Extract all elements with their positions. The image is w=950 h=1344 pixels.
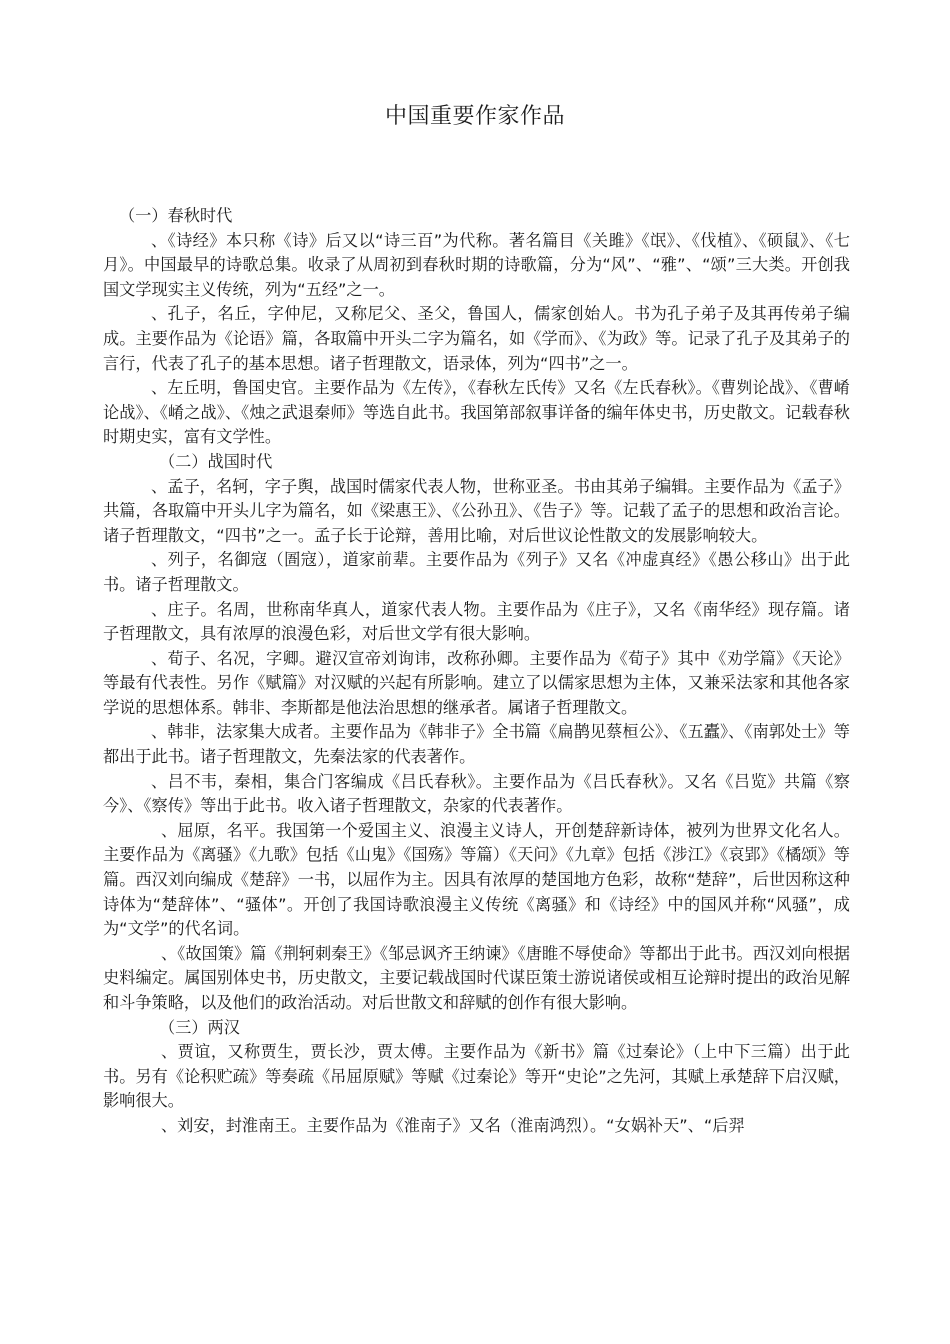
paragraph: 、韩非，法家集大成者。主要作品为《韩非子》全书篇《扁鹊见蔡桓公》、《五蠹》、《南郭处士》等都出于此书。诸子哲理散文，先秦法家的代表著作。: [103, 722, 850, 767]
section-heading-warring-states: （二）战国时代: [159, 451, 273, 471]
paragraph: 、刘安，封淮南王。主要作品为《淮南子》又名（淮南鸿烈）。“女娲补天”、“后羿: [161, 1115, 745, 1135]
section-heading-han-dynasty: （三）两汉: [159, 1017, 240, 1037]
paragraph: 、吕不韦，秦相，集合门客编成《吕氏春秋》。主要作品为《吕氏春秋》。又名《吕览》共篇《察今》、《察传》等出于此书。收入诸子哲理散文，杂家的代表著作。: [103, 771, 850, 816]
paragraph: 、孔子，名丘，字仲尼，又称尼父、圣父，鲁国人，儒家创始人。书为孔子弟子及其再传弟子编成。主要作品为《论语》篇，各取篇中开头二字为篇名，如《学而》、《为政》等。记录了孔子及其弟子的言行，代表了孔子的基本思想。诸子哲理散文，语录体，列为“四书”之一。: [103, 304, 850, 373]
section-heading-spring-autumn: （一）春秋时代: [119, 206, 233, 225]
paragraph: 、贾谊，又称贾生，贾长沙，贾太傅。主要作品为《新书》篇《过秦论》（上中下三篇）出于此书。另有《论积贮疏》等奏疏《吊屈原赋》等赋《过秦论》等开“史论”之先河，其赋上承楚辞下启汉赋，影响很大。: [103, 1042, 850, 1111]
paragraph: 、荀子、名况，字卿。避汉宣帝刘询讳，改称孙卿。主要作品为《荀子》其中《劝学篇》《天论》等最有代表性。另作《赋篇》对汉赋的兴起有所影响。建立了以儒家思想为主体，又兼采法家和其他各家学说的思想体系。韩非、李斯都是他法治思想的继承者。属诸子哲理散文。: [103, 648, 850, 717]
paragraph: 、列子，名御寇（圄寇），道家前辈。主要作品为《列子》又名《冲虚真经》《愚公移山》出于此书。诸子哲理散文。: [103, 550, 850, 594]
paragraph: 、庄子。名周，世称南华真人，道家代表人物。主要作品为《庄子》，又名《南华经》现存篇。诸子哲理散文，具有浓厚的浪漫色彩，对后世文学有很大影响。: [103, 599, 850, 644]
paragraph: 、左丘明，鲁国史官。主要作品为《左传》，《春秋左氏传》又名《左氏春秋》。《曹刿论战》、《曹崤论战》、《崤之战》、《烛之武退秦师》等选自此书。我国第部叙事详备的编年体史书，历史散文。记载春秋时期史实，富有文学性。: [103, 378, 850, 447]
paragraph: 、《故国策》篇《荆轲刺秦王》《邹忌讽齐王纳谏》《唐睢不辱使命》等都出于此书。西汉刘向根据史料编定。属国别体史书，历史散文，主要记载战国时代谋臣策士游说诸侯或相互论辩时提出的政治见解和斗争策略，以及他们的政治活动。对后世散文和辞赋的创作有很大影响。: [103, 943, 850, 1012]
document-body: [103, 204, 850, 1139]
document-title: 中国重要作家作品: [384, 104, 565, 129]
paragraph: 、孟子，名轲，字子舆，战国时儒家代表人物，世称亚圣。书由其弟子编辑。主要作品为《孟子》共篇，各取篇中开头儿字为篇名，如《梁惠王》、《公孙丑》、《告子》等。记载了孟子的思想和政治言论。诸子哲理散文，“四书”之一。孟子长于论辩，善用比喻，对后世议论性散文的发展影响较大。: [103, 476, 850, 545]
paragraph: 、《诗经》本只称《诗》后又以“诗三百”为代称。著名篇目《关雎》《氓》、《伐植》、《硕鼠》、《七月》。中国最早的诗歌总集。收录了从周初到春秋时期的诗歌篇，分为“风”、“雅”、“颂”三大类。开创我国文学现实主义传统，列为“五经”之一。: [103, 230, 850, 299]
paragraph: 、屈原，名平。我国第一个爱国主义、浪漫主义诗人，开创楚辞新诗体，被列为世界文化名人。主要作品为《离骚》《九歌》包括《山鬼》《国殇》等篇）《天问》《九章》包括《涉江》《哀郢》《橘颂》等篇。西汉刘向编成《楚辞》一书，以屈作为主。因具有浓厚的楚国地方色彩，故称“楚辞”，后世因称这种诗体为“楚辞体”、“骚体”。开创了我国诗歌浪漫主义传统《离骚》和《诗经》中的国风并称“风骚”，成为“文学”的代名词。: [103, 820, 850, 939]
